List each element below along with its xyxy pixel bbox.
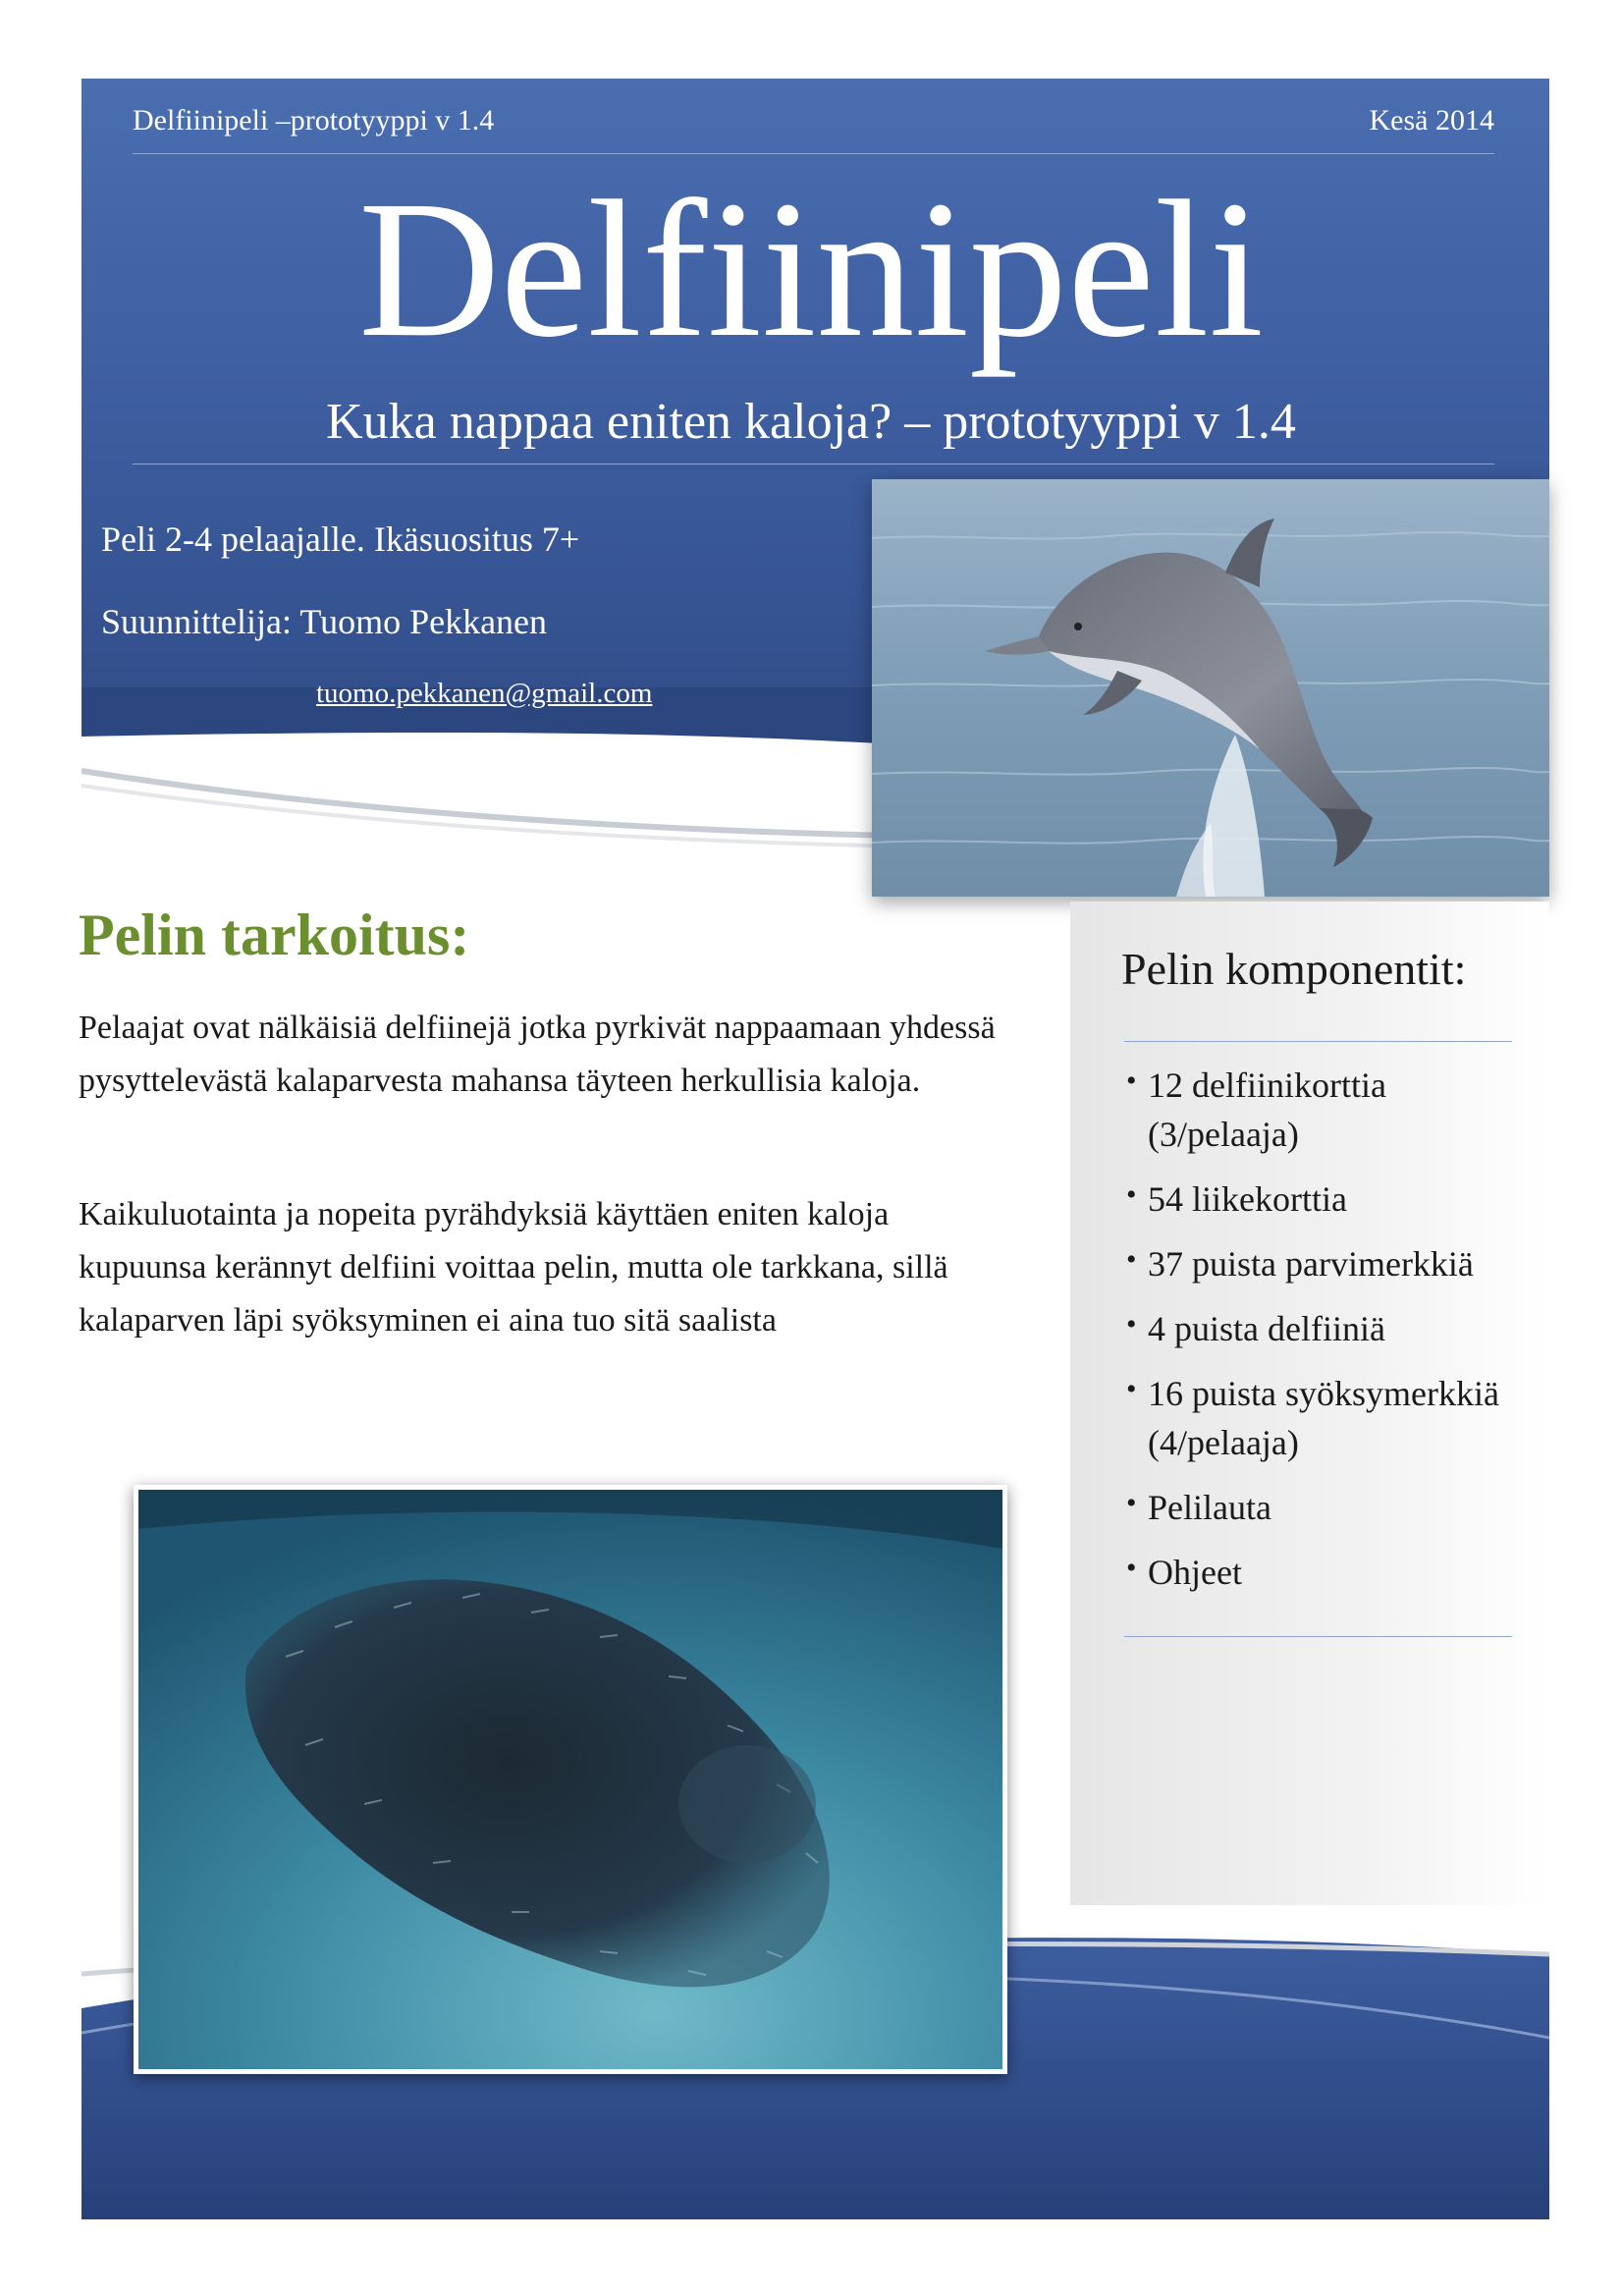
header-divider xyxy=(133,153,1494,154)
sidebar-divider xyxy=(1124,1636,1512,1637)
bullet-icon: • xyxy=(1126,1308,1137,1340)
player-info: Peli 2-4 pelaajalle. Ikäsuositus 7+ xyxy=(101,519,580,559)
page-title: Delfiinipeli xyxy=(358,161,1264,378)
designer-info: Suunnittelija: Tuomo Pekkanen xyxy=(101,602,548,641)
list-item: • Pelilauta xyxy=(1124,1483,1512,1532)
purpose-paragraph: Pelaajat ovat nälkäisiä delfiinejä jotka pyrkivät nappaamaan yhdessä pysyttelevästä kalaparvesta mahansa täyteen herkullisia kaloja. xyxy=(79,1010,996,1099)
bullet-icon: • xyxy=(1126,1373,1137,1405)
header-doc-name: Delfiinipeli –prototyyppi v 1.4 xyxy=(133,104,495,137)
purpose-paragraph: Kaikuluotainta ja nopeita pyrähdyksiä käyttäen eniten kaloja kupuunsa kerännyt delfiini voittaa pelin, mutta ole tarkkana, sillä kalaparven läpi syöksyminen ei aina tuo sitä saalista xyxy=(79,1196,948,1339)
fish-school-photo xyxy=(134,1485,1007,2074)
bullet-icon: • xyxy=(1126,1243,1137,1276)
components-heading: Pelin komponentit: xyxy=(1121,944,1467,994)
page-subtitle: Kuka nappaa eniten kaloja? – prototyyppi v 1.4 xyxy=(326,394,1296,450)
list-item: • 4 puista delfiiniä xyxy=(1124,1304,1512,1353)
dolphin-photo xyxy=(872,479,1549,897)
list-item: • 16 puista syöksymerkkiä (4/pelaaja) xyxy=(1124,1369,1512,1467)
email-link[interactable]: tuomo.pekkanen@gmail.com xyxy=(316,678,653,709)
bullet-icon: • xyxy=(1126,1178,1137,1211)
sidebar-divider xyxy=(1124,1041,1512,1042)
subtitle-divider xyxy=(133,464,1494,465)
list-item: • 54 liikekorttia xyxy=(1124,1175,1512,1224)
components-list xyxy=(1124,1061,1512,1613)
bullet-icon: • xyxy=(1126,1487,1137,1519)
purpose-heading: Pelin tarkoitus: xyxy=(79,902,470,967)
header-date: Kesä 2014 xyxy=(1369,104,1494,137)
list-item: • 12 delfiinikorttia (3/pelaaja) xyxy=(1124,1061,1512,1159)
bullet-icon: • xyxy=(1126,1552,1137,1584)
list-item: • 37 puista parvimerkkiä xyxy=(1124,1239,1512,1288)
bullet-icon: • xyxy=(1126,1065,1137,1097)
list-item: • Ohjeet xyxy=(1124,1548,1512,1597)
